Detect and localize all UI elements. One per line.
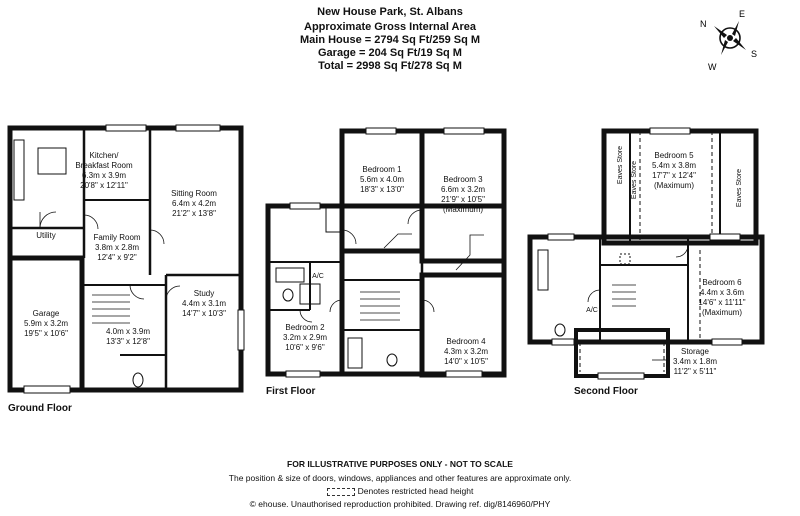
total-area: Total = 2998 Sq Ft/278 Sq M	[318, 60, 462, 72]
room-bed5-line-1: 5.4m x 3.8m	[651, 161, 697, 170]
room-family-line-1: 3.8m x 2.8m	[94, 243, 140, 252]
room-garage-line-0: Garage	[32, 309, 60, 318]
room-sitting-line-2: 21'2" x 13'8"	[172, 209, 216, 218]
room-kitchen-line-2: 6.3m x 3.9m	[81, 171, 127, 180]
second-floor-plan	[530, 128, 762, 379]
approximation-note: The position & size of doors, windows, appliances and other features are approximate only.	[228, 473, 572, 483]
room-sitting-line-1: 6.4m x 4.2m	[171, 199, 217, 208]
room-family-line-2: 12'4" x 9'2"	[97, 253, 137, 262]
compass-n: N	[700, 19, 707, 29]
room-sitting-line-0: Sitting Room	[171, 189, 217, 198]
room-ac-second: A/C	[586, 307, 598, 314]
room-bed4-line-1: 4.3m x 3.2m	[443, 347, 489, 356]
room-bed1-line-1: 5.6m x 4.0m	[359, 175, 405, 184]
room-bed6-line-2: 14'6" x 11'11"	[698, 298, 746, 307]
label-ground-floor: Ground Floor	[8, 403, 72, 414]
dashed-legend-swatch	[327, 488, 355, 496]
compass-s: S	[751, 49, 758, 59]
room-bed6-line-3: (Maximum)	[702, 308, 742, 317]
compass-w: W	[708, 62, 717, 72]
compass-e: E	[739, 9, 746, 19]
room-bed2-line-0: Bedroom 2	[285, 323, 325, 332]
disclaimer: FOR ILLUSTRATIVE PURPOSES ONLY - NOT TO SCALE	[287, 459, 513, 469]
room-bed1-line-0: Bedroom 1	[362, 165, 402, 174]
room-bed4-line-0: Bedroom 4	[446, 337, 486, 346]
room-bed2-line-2: 10'6" x 9'6"	[285, 343, 325, 352]
room-kitchen-line-3: 20'8" x 12'11"	[80, 181, 128, 190]
room-ac-first: A/C	[312, 273, 324, 280]
room-bed3-line-2: 21'9" x 10'5"	[441, 195, 485, 204]
room-bed3-line-3: (Maximum)	[443, 205, 483, 214]
room-bed5-line-2: 17'7" x 12'4"	[652, 171, 696, 180]
label-second-floor: Second Floor	[574, 386, 638, 397]
room-hall-line-0: 4.0m x 3.9m	[105, 327, 151, 336]
room-study-line-0: Study	[193, 289, 215, 298]
main-house-area: Main House = 2794 Sq Ft/259 Sq M	[299, 34, 481, 46]
room-bed3-line-0: Bedroom 3	[443, 175, 483, 184]
room-utility: Utility	[36, 231, 56, 240]
room-storage-line-1: 3.4m x 1.8m	[672, 357, 718, 366]
plan-title: New House Park, St. Albans	[317, 6, 463, 18]
room-eaves-store-3: Eaves Store	[736, 168, 743, 208]
room-hall-line-1: 13'3" x 12'8"	[106, 337, 150, 346]
room-bed4-line-2: 14'0" x 10'5"	[444, 357, 488, 366]
room-bed3-line-1: 6.6m x 3.2m	[440, 185, 486, 194]
legend-row	[120, 485, 680, 497]
room-bed6-line-0: Bedroom 6	[702, 278, 742, 287]
room-bed2-line-1: 3.2m x 2.9m	[282, 333, 328, 342]
room-eaves-store-1: Eaves Store	[617, 145, 624, 185]
room-kitchen-line-0: Kitchen/	[89, 151, 119, 160]
area-subtitle: Approximate Gross Internal Area	[304, 21, 476, 33]
room-study-line-2: 14'7" x 10'3"	[182, 309, 226, 318]
room-bed5-line-0: Bedroom 5	[654, 151, 694, 160]
room-study-line-1: 4.4m x 3.1m	[181, 299, 227, 308]
room-storage-line-2: 11'2" x 5'11"	[673, 367, 717, 376]
room-garage-line-2: 19'5" x 10'6"	[24, 329, 68, 338]
room-bed6-line-1: 4.4m x 3.6m	[699, 288, 745, 297]
legend-text: Denotes restricted head height	[357, 486, 474, 496]
label-first-floor: First Floor	[266, 386, 316, 397]
garage-area: Garage = 204 Sq Ft/19 Sq M	[318, 47, 462, 59]
room-garage-line-1: 5.9m x 3.2m	[23, 319, 69, 328]
room-bed5-line-3: (Maximum)	[654, 181, 694, 190]
room-family-line-0: Family Room	[93, 233, 141, 242]
room-kitchen-line-1: Breakfast Room	[75, 161, 133, 170]
room-storage-line-0: Storage	[680, 347, 710, 356]
copyright: © ehouse. Unauthorised reproduction prohibited. Drawing ref. dig/8146960/PHY	[249, 499, 551, 509]
room-bed1-line-2: 18'3" x 13'0"	[360, 185, 404, 194]
room-eaves-store-2: Eaves Store	[631, 160, 638, 200]
